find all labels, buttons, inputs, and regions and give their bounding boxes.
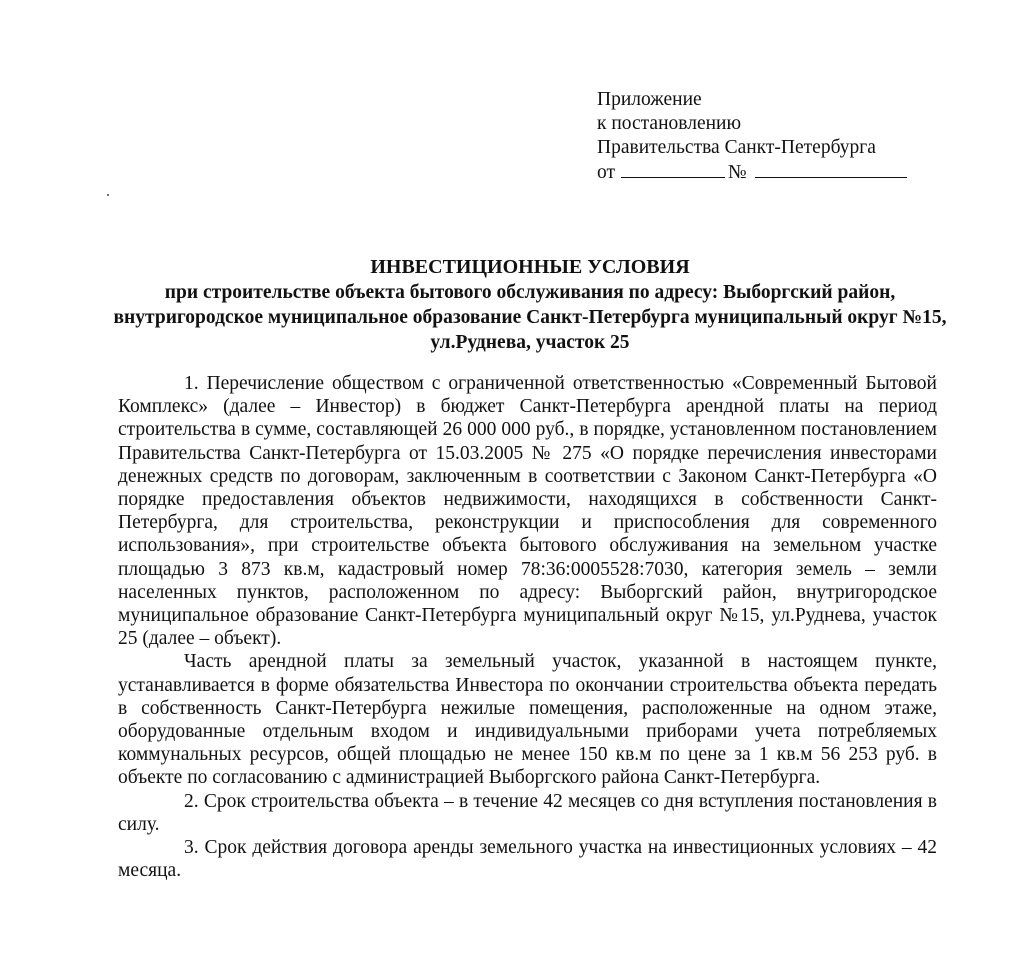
document-heading (100, 255, 960, 355)
document-subtitle: при строительстве объекта бытового обслуживания по адресу: Выборгский район, внутригородское муниципальное образование Санкт-Петербурга муниципальный округ №15, ул.Руднева, участок 25 (113, 282, 947, 353)
scan-speck (107, 194, 109, 196)
document-title: ИНВЕСТИЦИОННЫЕ УСЛОВИЯ (370, 256, 690, 278)
date-blank-field (621, 160, 725, 178)
approval-date-number-line (597, 160, 907, 185)
paragraph-1-continued: Часть арендной платы за земельный участок, указанной в настоящем пункте, устанавливается в форме обязательства Инвестора по окончании строительства объекта передать в собственность Санкт-Петербурга нежилые помещения, расположенные на одном этаже, оборудованные отдельным входом и индивидуальными приборами учета потребляемых коммунальных ресурсов, общей площадью не менее 150 кв.м по цене за 1 кв.м 56 253 руб. в объекте по согласованию с администрацией Выборгского района Санкт-Петербурга. (118, 651, 937, 789)
document-body (118, 372, 937, 882)
approval-block (597, 88, 907, 185)
approval-line-resolution: к постановлению (597, 113, 742, 134)
date-label: от (597, 162, 616, 183)
approval-line-appendix: Приложение (597, 89, 702, 110)
paragraph-1: 1. Перечисление обществом с ограниченной ответственностью «Современный Бытовой Комплекс» (далее – Инвестор) в бюджет Санкт-Петербурга арендной платы на период строительства в сумме, составляющей 26 000 000 руб., в порядке, установленном постановлением Правительства Санкт-Петербурга от 15.03.2005 № 275 «О порядке перечисления инвесторами денежных средств по договорам, заключенным в соответствии с Законом Санкт-Петербурга «О порядке предоставления объектов недвижимости, находящихся в собственности Санкт-Петербурга, для строительства, реконструкции и приспособления для современного использования», при строительстве объекта бытового обслуживания на земельном участке площадью 3 873 кв.м, кадастровый номер 78:36:0005528:7030, категория земель – земли населенных пунктов, расположенном по адресу: Выборгский район, внутригородское муниципальное образование Санкт-Петербурга муниципальный округ №15, ул.Руднева, участок 25 (далее – объект). (118, 373, 937, 650)
paragraph-3: 3. Срок действия договора аренды земельного участка на инвестиционных условиях – 42 месяца. (118, 837, 937, 882)
number-label: № (728, 162, 747, 183)
paragraph-2: 2. Срок строительства объекта – в течение 42 месяцев со дня вступления постановления в силу. (118, 790, 937, 835)
number-blank-field (755, 160, 907, 178)
approval-line-government: Правительства Санкт-Петербурга (597, 137, 876, 158)
